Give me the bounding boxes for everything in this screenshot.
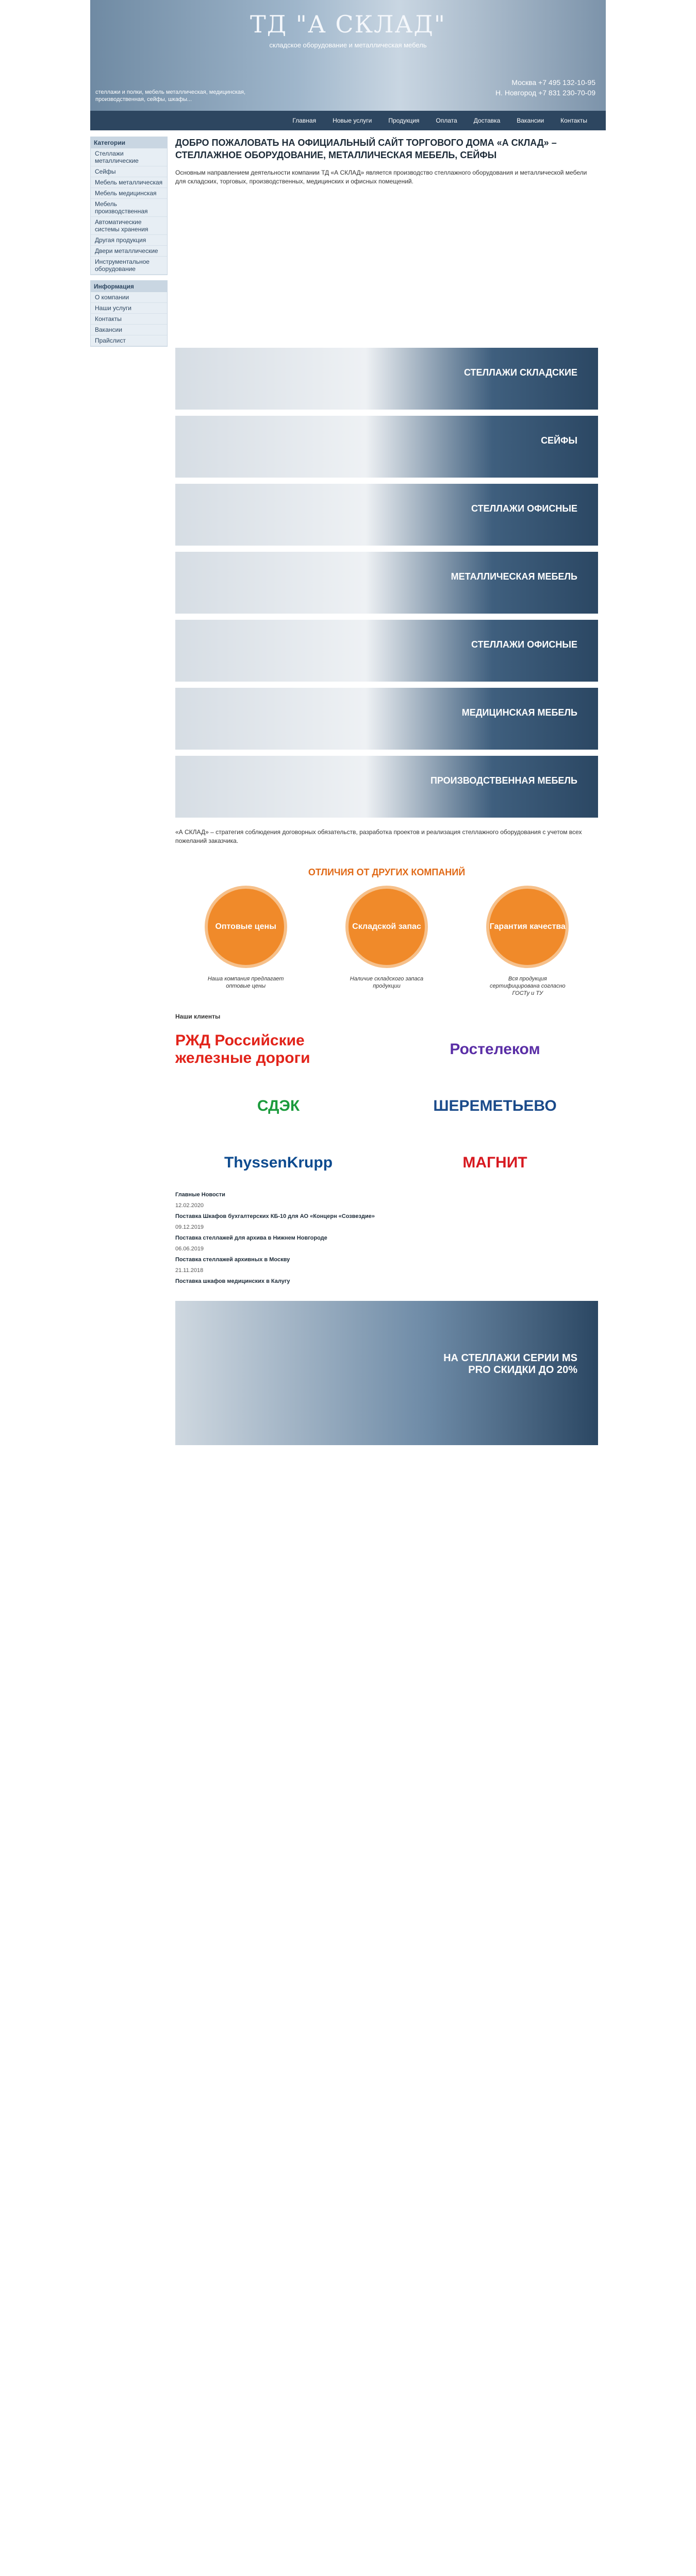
- nav-contacts[interactable]: Контакты: [560, 117, 587, 124]
- info-item[interactable]: Вакансии: [91, 325, 167, 335]
- tile-office-racks[interactable]: СТЕЛЛАЖИ ОФИСНЫЕ: [175, 484, 598, 546]
- nav-delivery[interactable]: Доставка: [473, 117, 501, 124]
- tile-production-furniture[interactable]: ПРОИЗВОДСТВЕННАЯ МЕБЕЛЬ: [175, 756, 598, 818]
- partners-title: Наши клиенты: [175, 1013, 221, 1020]
- main-content: [175, 137, 598, 1376]
- nav-payment[interactable]: Оплата: [436, 117, 457, 124]
- logo-magnit: МАГНИТ: [462, 1154, 527, 1171]
- page-title: ДОБРО ПОЖАЛОВАТЬ НА ОФИЦИАЛЬНЫЙ САЙТ ТОРГОВОГО ДОМА «А СКЛАД» – СТЕЛЛАЖНОЕ ОБОРУДОВАНИЕ, МЕТАЛЛИЧЕСКАЯ МЕБЕЛЬ, СЕЙФЫ: [175, 138, 557, 160]
- category-item[interactable]: Мебель медицинская: [91, 188, 167, 199]
- category-item[interactable]: Двери металлические: [91, 246, 167, 257]
- page-header: [90, 0, 606, 111]
- news-date: 12.02.2020: [175, 1202, 204, 1209]
- promo-banner[interactable]: НА СТЕЛЛАЖИ СЕРИИ MS PRO СКИДКИ ДО 20%: [175, 1301, 598, 1445]
- info-item[interactable]: Наши услуги: [91, 303, 167, 314]
- logo-cdek: СДЭК: [257, 1097, 300, 1114]
- info-box: [90, 280, 168, 347]
- category-item[interactable]: Инструментальное оборудование: [91, 257, 167, 275]
- news-item[interactable]: Поставка шкафов медицинских в Калугу: [175, 1278, 290, 1284]
- circle-wholesale: Оптовые цены Наша компания предлагает оптовые цены: [202, 886, 290, 997]
- compare-title: ОТЛИЧИЯ ОТ ДРУГИХ КОМПАНИЙ: [308, 867, 466, 877]
- about-text: «А СКЛАД» – стратегия соблюдения договорных обязательств, разработка проектов и реализация стеллажного оборудования с учетом всех пожеланий заказчика.: [175, 828, 582, 844]
- logo-rostelecom: Ростелеком: [450, 1041, 540, 1058]
- nav-products[interactable]: Продукция: [388, 117, 420, 124]
- logo-thyssenkrupp: ThyssenKrupp: [224, 1154, 333, 1171]
- intro-text: Основным направлением деятельности компании ТД «А СКЛАД» является производство стеллажного оборудования и металлической мебели для складских, торговых, производственных, медицинских и офисных помещений.: [175, 169, 587, 185]
- info-title: Информация: [91, 281, 167, 292]
- tile-office-racks-2[interactable]: СТЕЛЛАЖИ ОФИСНЫЕ: [175, 620, 598, 682]
- news-date: 09.12.2019: [175, 1224, 204, 1230]
- news-item[interactable]: Поставка Шкафов бухгалтерских КБ-10 для АО «Концерн «Созвездие»: [175, 1213, 375, 1219]
- partner-logos: [175, 1026, 598, 1186]
- info-item[interactable]: О компании: [91, 292, 167, 303]
- logo-rzd: РЖД Российские железные дороги: [175, 1032, 310, 1066]
- news-date: 21.11.2018: [175, 1267, 204, 1274]
- category-item[interactable]: Сейфы: [91, 166, 167, 177]
- tile-metal-furniture[interactable]: МЕТАЛЛИЧЕСКАЯ МЕБЕЛЬ: [175, 552, 598, 614]
- category-item[interactable]: Мебель металлическая: [91, 177, 167, 188]
- tile-safes[interactable]: СЕЙФЫ: [175, 416, 598, 478]
- category-item[interactable]: Другая продукция: [91, 235, 167, 246]
- categories-title: Категории: [91, 137, 167, 148]
- site-subtitle: складское оборудование и металлическая мебель: [269, 41, 427, 49]
- nav-services[interactable]: Новые услуги: [333, 117, 372, 124]
- header-categories: стеллажи и полки, мебель металлическая, медицинская, производственная, сейфы, шкафы...: [95, 89, 246, 103]
- news-item[interactable]: Поставка стеллажей архивных в Москву: [175, 1257, 290, 1263]
- site-title: ТД "А СКЛАД": [250, 10, 446, 38]
- header-phones: [495, 77, 595, 98]
- category-item[interactable]: Автоматические системы хранения: [91, 217, 167, 235]
- compare-circles: [175, 886, 598, 997]
- news-title: Главные Новости: [175, 1192, 225, 1198]
- info-item[interactable]: Прайслист: [91, 335, 167, 346]
- circle-quality: Гарантия качества Вся продукция сертифицирована согласно ГОСТу и ТУ: [484, 886, 571, 997]
- nav-vacancies[interactable]: Вакансии: [517, 117, 544, 124]
- news-date: 06.06.2019: [175, 1246, 204, 1252]
- category-item[interactable]: Мебель производственная: [91, 199, 167, 217]
- categories-box: [90, 137, 168, 275]
- tile-warehouse-racks[interactable]: СТЕЛЛАЖИ СКЛАДСКИЕ: [175, 348, 598, 410]
- phone-nnovgorod[interactable]: Н. Новгород +7 831 230-70-09: [495, 89, 595, 97]
- phone-moscow[interactable]: Москва +7 495 132-10-95: [511, 78, 595, 87]
- category-tiles: [175, 348, 598, 1445]
- top-nav: [90, 111, 606, 130]
- sidebar: [90, 137, 168, 352]
- info-item[interactable]: Контакты: [91, 314, 167, 325]
- tile-medical-furniture[interactable]: МЕДИЦИНСКАЯ МЕБЕЛЬ: [175, 688, 598, 750]
- news-section: [175, 1191, 598, 1285]
- nav-home[interactable]: Главная: [292, 117, 317, 124]
- logo-sheremetyevo: ШЕРЕМЕТЬЕВО: [433, 1097, 557, 1114]
- circle-stock: Складской запас Наличие складского запаса продукции: [343, 886, 430, 997]
- news-item[interactable]: Поставка стеллажей для архива в Нижнем Новгороде: [175, 1235, 327, 1241]
- category-item[interactable]: Стеллажи металлические: [91, 148, 167, 166]
